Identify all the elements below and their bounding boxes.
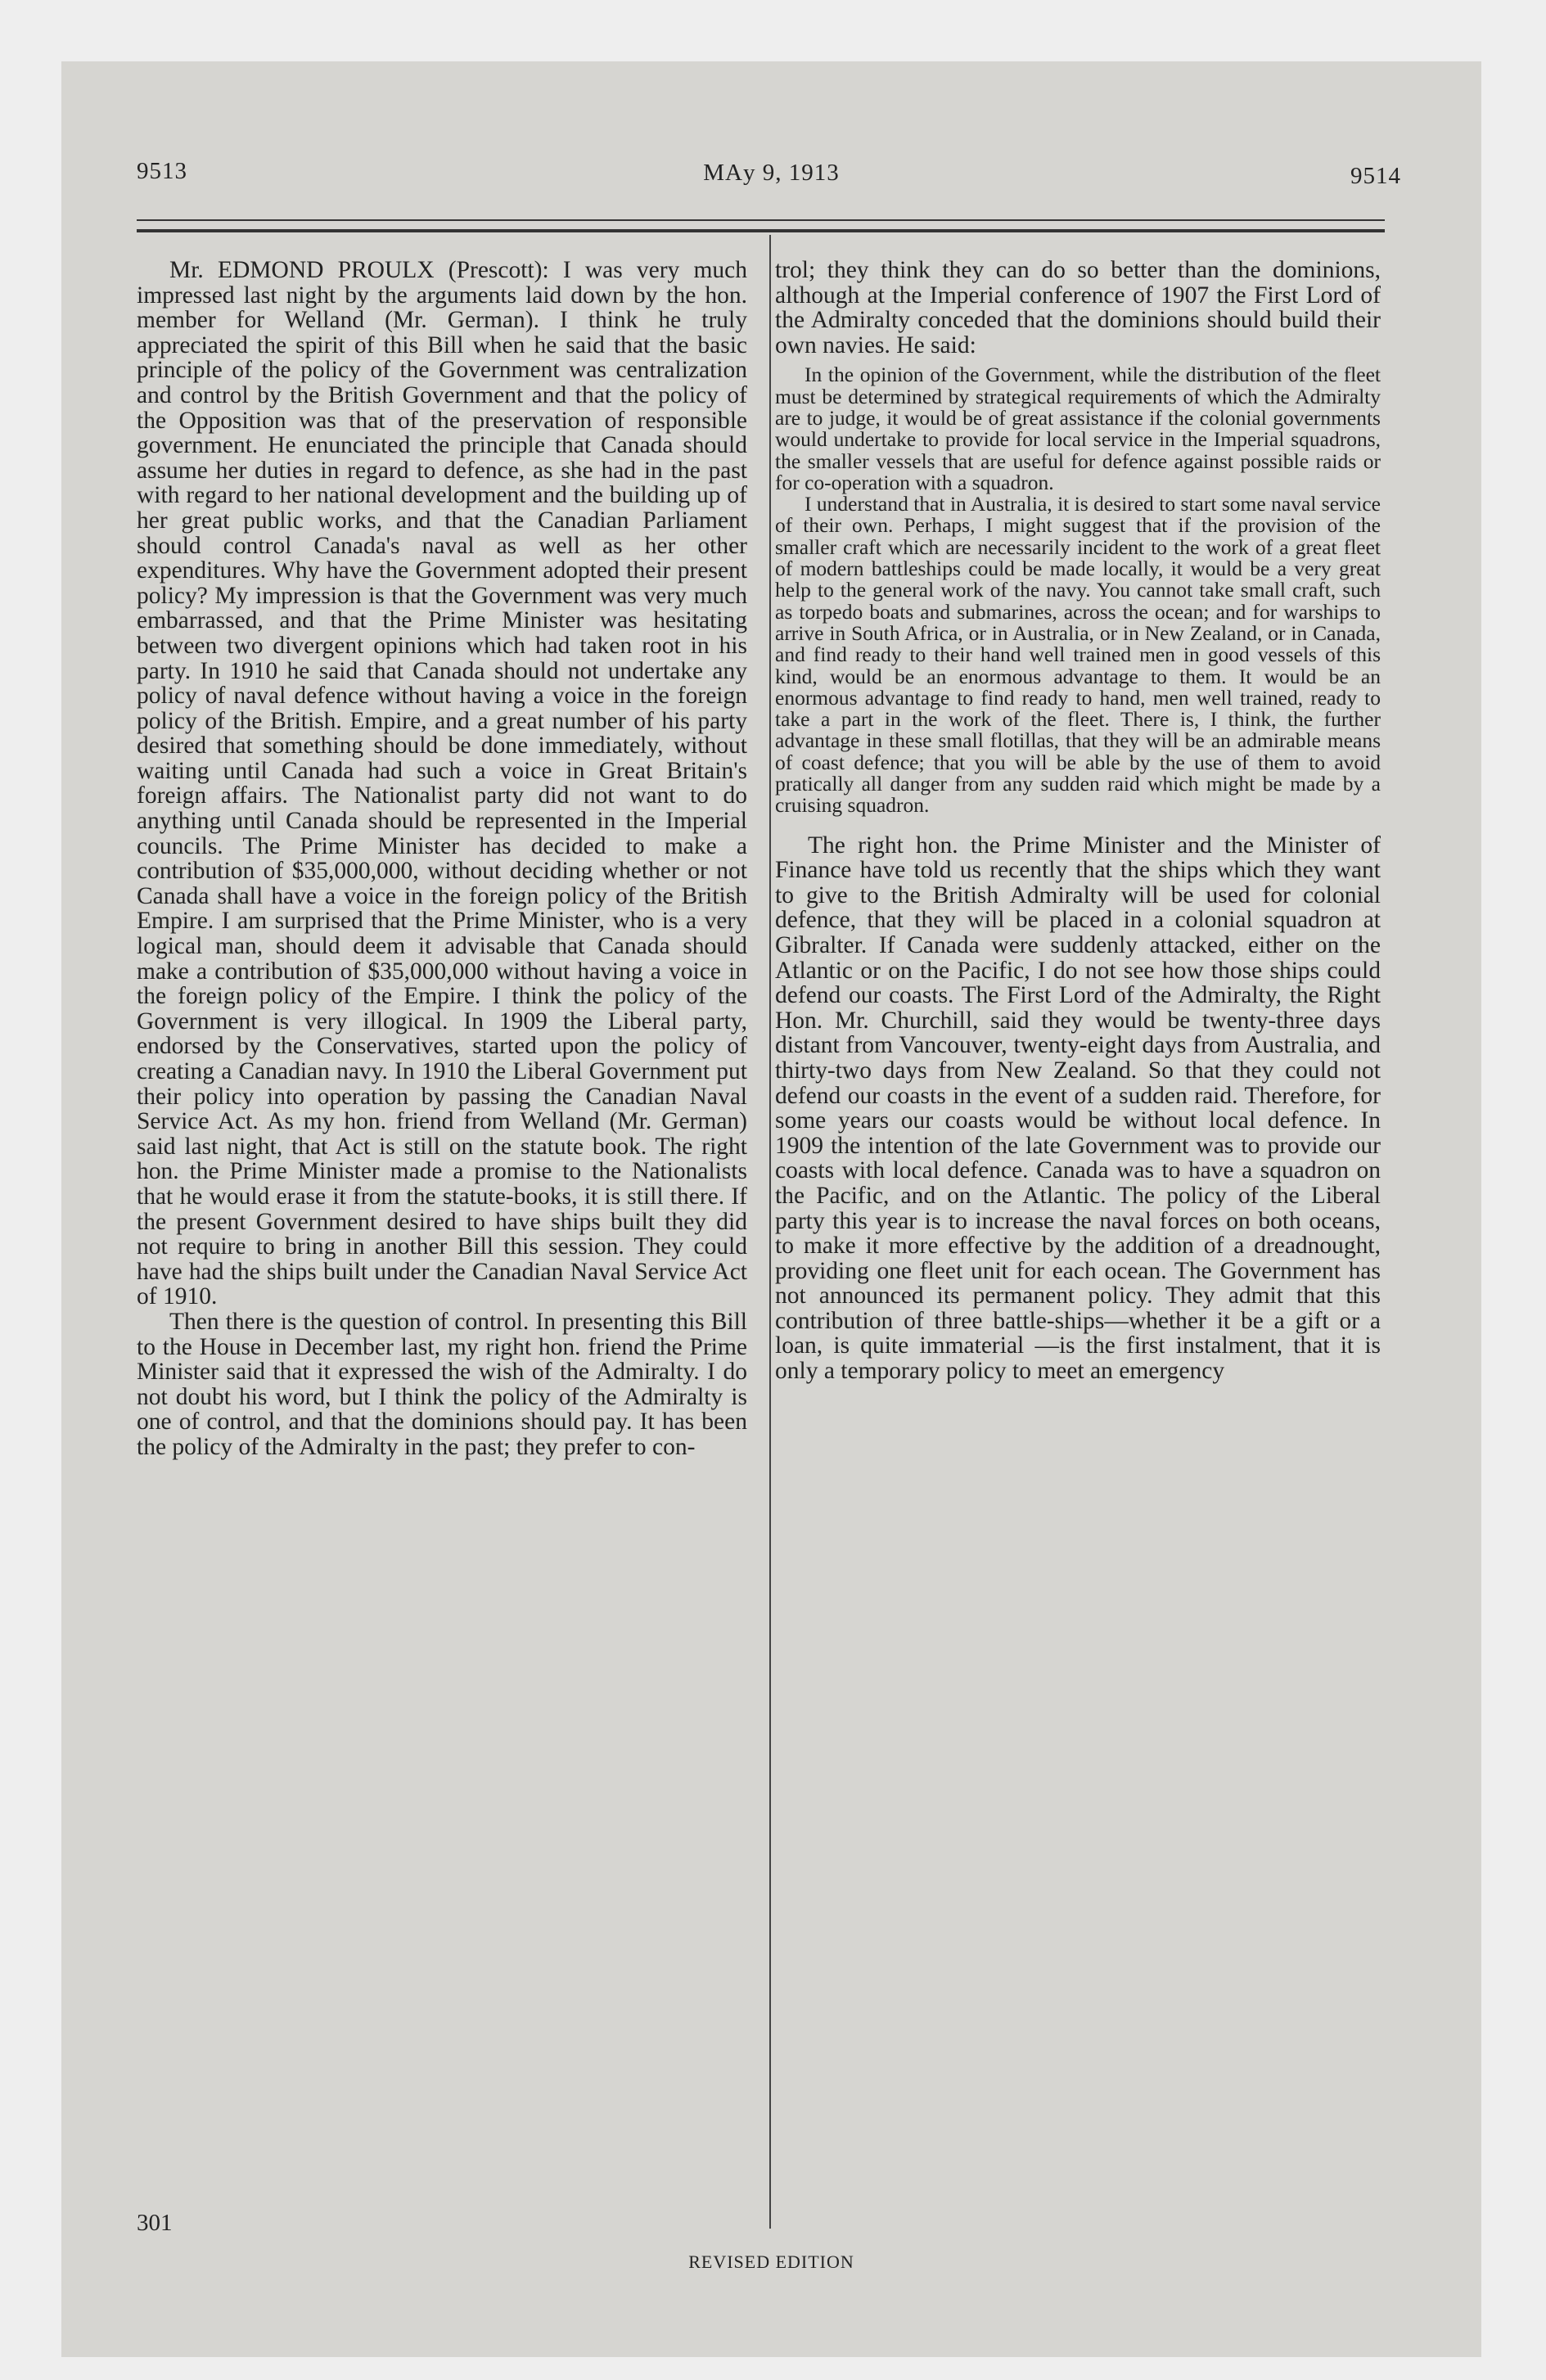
- paragraph: trol; they think they can do so better than the dominions, although at the Imperial conference of 1907 the First Lord of the Admiralty conceded that the dominions should build their own navies. He said:: [775, 257, 1381, 358]
- left-column: [137, 258, 747, 1460]
- quotation: I understand that in Australia, it is desired to start some naval service of their own. Perhaps, I might suggest that if the provision of the smaller craft which are necessarily incident to the work of a great fleet of modern battleships could be made locally, it would be a very great help to the general work of the navy. You cannot take small craft, such as torpedo boats and submarines, across the ocean; and for warships to arrive in South Africa, or in Australia, or in New Zealand, or in Canada, and find ready to their hand well trained men in good vessels of this kind, would be an enormous advantage to them. It would be an enormous advantage to find ready to hand, men well trained, ready to take a part in the work of the fleet. There is, I think, the further advantage in these small flotillas, that they will be an admirable means of coast defence; that you will be able by the use of them to avoid pratically all danger from any sudden raid which might be made by a cruising squadron.: [775, 492, 1381, 818]
- page-number-right: 9514: [1350, 163, 1401, 189]
- column-divider: [769, 235, 771, 2229]
- paragraph: The right hon. the Prime Minister and the Minister of Finance have told us recently that the ships which they want to give to the British Admiralty will be used for colonial defence, that they will be placed in a colonial squadron at Gibralter. If Canada were suddenly attacked, either on the Atlantic or on the Pacific, I do not see how those ships could defend our coasts. The First Lord of the Admiralty, the Right Hon. Mr. Churchill, said they would be twenty-three days distant from Vancouver, twenty-eight days from Australia, and thirty-two days from New Zealand. So that they could not defend our coasts in the event of a sudden raid. Therefore, for some years our coasts would be without local defence. In 1909 the intention of the late Government was to provide our coasts with local defence. Canada was to have a squadron on the Pacific, and on the Atlantic. The policy of the Liberal party this year is to increase the naval forces on both oceans, to make it more effective by the addition of a dreadnought, providing one fleet unit for each ocean. The Government has not announced its permanent policy. They admit that this contribution of three battle-ships—whether it be a gift or a loan, is quite immaterial —is the first instalment, that it is only a temporary policy to meet an emergency: [775, 832, 1381, 1385]
- header-rule-thin: [137, 219, 1385, 221]
- document-page: [61, 61, 1481, 2357]
- page-date: MAу 9, 1913: [703, 160, 840, 186]
- right-column: [775, 258, 1381, 1384]
- header-rule-thick: [137, 229, 1385, 232]
- edition-footer: REVISED EDITION: [688, 2252, 854, 2272]
- sheet-number: 301: [137, 2210, 173, 2236]
- quotation: In the opinion of the Government, while the distribution of the fleet must be determined by strategical requirements of which the Admiralty are to judge, it would be of great assistance if the colonial governments would undertake to provide for local service in the Imperial squadrons, the smaller vessels that are useful for defence against possible raids or for co-operation with a squadron.: [775, 363, 1381, 494]
- paragraph: Mr. EDMOND PROULX (Prescott): I was very much impressed last night by the arguments laid down by the hon. member for Welland (Mr. German). I think he truly appreciated the spirit of this Bill when he said that the basic principle of the policy of the Government was centralization and control by the British Government and that the policy of the Opposition was that of the preservation of responsible government. He enunciated the principle that Canada should assume her duties in regard to defence, as she had in the past with regard to her national development and the building up of her great public works, and that the Canadian Parliament should control Canada's naval as well as her other expenditures. Why have the Government adopted their present policy? My impression is that the Government was very much embarrassed, and that the Prime Minister was hesitating between two divergent opinions which had taken root in his party. In 1910 he said that Canada should not undertake any policy of naval defence without having a voice in the foreign policy of the British. Empire, and a great number of his party desired that something should be done immediately, without waiting until Canada had such a voice in Great Britain's foreign affairs. The Nationalist party did not want to do anything until Canada should be represented in the Imperial councils. The Prime Minister has decided to make a contribution of $35,000,000, without deciding whether or not Canada shall have a voice in the foreign policy of the British Empire. I am surprised that the Prime Minister, who is a very logical man, should deem it advisable that Canada should make a contribution of $35,000,000 without having a voice in the foreign policy of the Empire. I think the policy of the Government is very illogical. In 1909 the Liberal party, endorsed by the Conservatives, started upon the policy of creating a Canadian navy. In 1910 the Liberal Government put their policy into operation by passing the Canadian Naval Service Act. As my hon. friend from Welland (Mr. German) said last night, that Act is still on the statute book. The right hon. the Prime Minister made a promise to the Nationalists that he would erase it from the statute-books, it is still there. If the present Government desired to have ships built they did not require to bring in another Bill this session. They could have had the ships built under the Canadian Naval Service Act of 1910.: [137, 257, 747, 1310]
- paragraph: Then there is the question of control. In presenting this Bill to the House in December last, my right hon. friend the Prime Minister said that it expressed the wish of the Admiralty. I do not doubt his word, but I think the policy of the Admiralty is one of control, and that the dominions should pay. It has been the policy of the Admiralty in the past; they prefer to con-: [137, 1308, 747, 1460]
- page-number-left: 9513: [137, 158, 187, 184]
